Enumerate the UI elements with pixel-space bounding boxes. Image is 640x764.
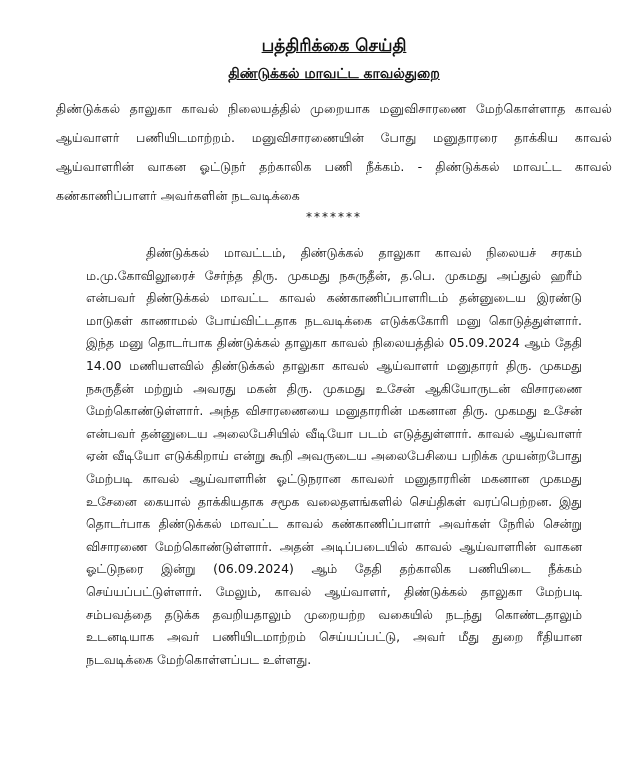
- separator: *******: [306, 210, 362, 224]
- document-subtitle: திண்டுக்கல் மாவட்ட காவல்துறை: [228, 66, 440, 82]
- document-title: பத்திரிக்கை செய்தி: [261, 36, 407, 56]
- summary-paragraph: திண்டுக்கல் தாலுகா காவல் நிலையத்தில் முறையாக மனுவிசாரணை மேற்கொள்ளாத காவல் ஆய்வாளர் பணியிடமாற்றம். மனுவிசாரணையின் போது மனுதாரரை தாக்கிய காவல் ஆய்வாளரின் வாகன ஓட்டுநர் தற்காலிக பணி நீக்கம். - திண்டுக்கல் மாவட்ட காவல் கண்காணிப்பாளர் அவர்களின் நடவடிக்கை: [56, 101, 612, 203]
- body-paragraph: திண்டுக்கல் மாவட்டம், திண்டுக்கல் தாலுகா காவல் நிலையச் சரகம் ம.மு.கோவிலூரைச் சேர்ந்த திரு. முகமது நசுருதீன், த.பெ. முகமது அப்துல் ஹரீம் என்பவர் திண்டுக்கல் மாவட்ட காவல் கண்காணிப்பாளரிடம் தன்னுடைய இரண்டு மாடுகள் காணாமல் போய்விட்டதாக நடவடிக்கை எடுக்ககோரி மனு கொடுத்துள்ளார். இந்த மனு தொடர்பாக திண்டுக்கல் தாலுகா காவல் நிலையத்தில் 05.09.2024 ஆம் தேதி 14.00 மணியளவில் திண்டுக்கல் தாலுகா காவல் ஆய்வாளர் மனுதாரர் திரு. முகமது நசுருதீன் மற்றும் அவரது மகன் திரு. முகமது உசேன் ஆகியோருடன் விசாரணை மேற்கொண்டுள்ளார். அந்த விசாரணையை மனுதாரரின் மகனான திரு. முகமது உசேன் என்பவர் தன்னுடைய அலைபேசியில் வீடியோ படம் எடுத்துள்ளார். காவல் ஆய்வாளர் ஏன் வீடியோ எடுக்கிறாய் என்று கூறி அவருடைய அலைபேசியை பறிக்க முயன்றபோது மேற்படி காவல் ஆய்வாளரின் ஓட்டுநரான காவலர் மனுதாரரின் மகனான முகமது உசேனை கையால் தாக்கியதாக சமூக வலைதளங்களில் செய்திகள் வரப்பெற்றன. இது தொடர்பாக திண்டுக்கல் மாவட்ட காவல் கண்காணிப்பாளர் அவர்கள் நேரில் சென்று விசாரணை மேற்கொண்டுள்ளார். அதன் அடிப்படையில் காவல் ஆய்வாளரின் வாகன ஓட்டுநரை இன்று (06.09.2024) ஆம் தேதி தற்காலிக பணியிடை நீக்கம் செய்யப்பட்டுள்ளார். மேலும், காவல் ஆய்வாளர், திண்டுக்கல் தாலுகா மேற்படி சம்பவத்தை தடுக்க தவறியதாலும் முறையற்ற வகையில் நடந்து கொண்டதாலும் உடனடியாக அவர் பணியிடமாற்றம் செய்யப்பட்டு, அவர் மீது துறை ரீதியான நடவடிக்கை மேற்கொள்ளப்பட உள்ளது.: [86, 245, 582, 667]
